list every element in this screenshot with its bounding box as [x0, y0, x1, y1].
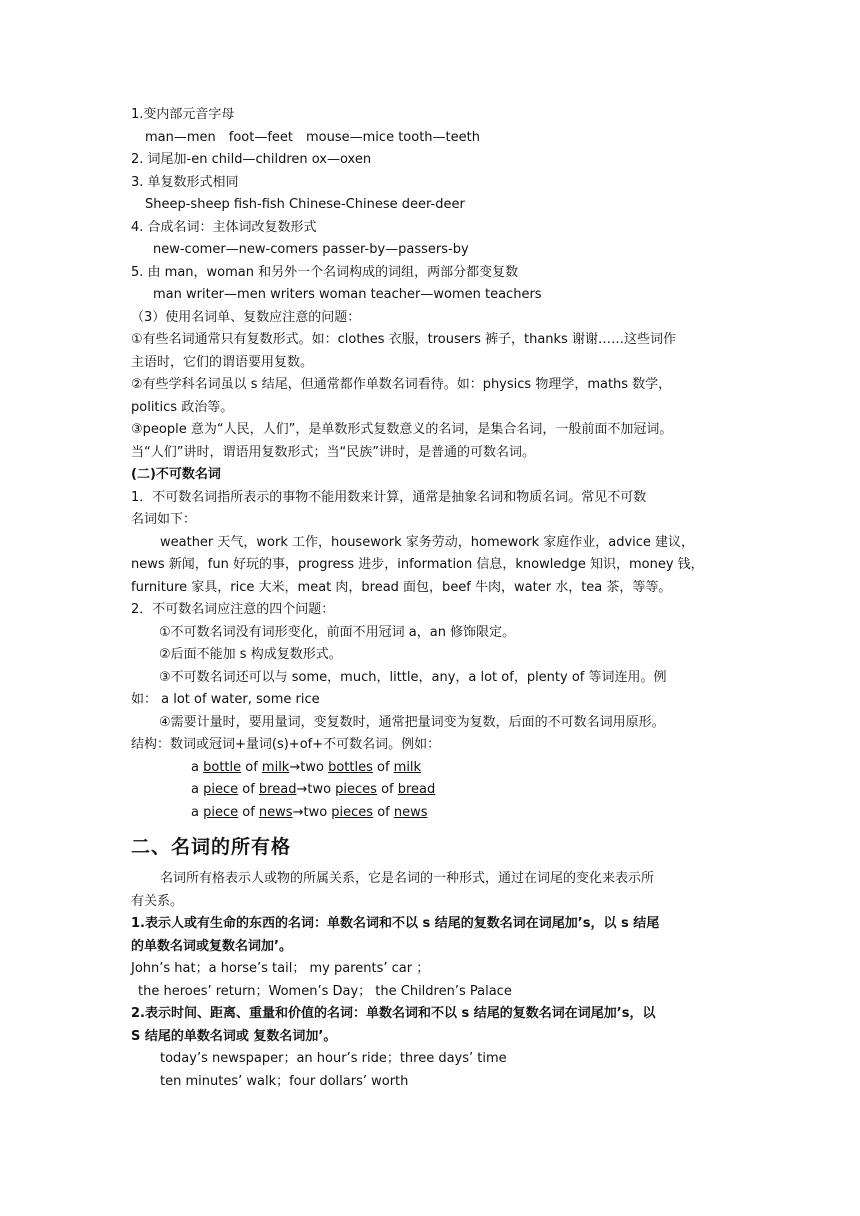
- ex-text: a: [191, 759, 204, 775]
- ex-text: of: [241, 759, 262, 775]
- uncountable-p1-line2: 名词如下：: [131, 512, 197, 527]
- ex-underlined-word: news: [258, 804, 293, 820]
- possessive-rule1-ex1: John’s hat；a horse’s tail； my parents’ car ；: [131, 961, 430, 976]
- possessive-rule1-line2: 的单数名词或复数名词加’。: [131, 938, 292, 954]
- note2-line2: politics 政治等。: [131, 399, 234, 415]
- ex-text: of: [376, 782, 398, 797]
- ex-underlined-word: bottle: [203, 759, 242, 775]
- uncountable-p2: 2．不可数名词应注意的四个问题：: [131, 602, 335, 617]
- rule1-title: 1.变内部元音字母: [131, 107, 235, 122]
- possessive-intro-line1: 名词所有格表示人或物的所属关系，它是名词的一种形式，通过在词尾的变化来表示所: [160, 871, 655, 886]
- example-bottle-milk: [131, 757, 731, 780]
- ex-underlined-word: piece: [203, 804, 239, 820]
- ex-underlined-word: pieces: [331, 804, 374, 820]
- ex-underlined-word: piece: [203, 782, 239, 797]
- ex-text: of: [238, 804, 259, 820]
- ex-arrow-text: →two: [289, 759, 329, 775]
- rule3-examples: Sheep-sheep fish-fish Chinese-Chinese deer-deer: [145, 197, 465, 212]
- ex-underlined-word: bread: [258, 782, 297, 797]
- ex-text: of: [372, 759, 394, 775]
- uncountable-p1-line1: 1．不可数名词指所表示的事物不能用数来计算，通常是抽象名词和物质名词。常见不可数: [131, 489, 647, 505]
- ex-text: of: [238, 782, 259, 797]
- ex-underlined-word: pieces: [335, 782, 377, 797]
- possessive-rule1-ex2: the heroes’ return；Women’s Day； the Children’s Palace: [138, 983, 512, 999]
- rule3-title: 3. 单复数形式相同: [131, 174, 239, 190]
- ex-underlined-word: bread: [397, 782, 436, 797]
- possessive-rule2-line1: 2.表示时间、距离、重量和价值的名词：单数名词和不以 s 结尾的复数名词在词尾加’s，以: [131, 1006, 656, 1021]
- rule4-title: 4. 合成名词：主体词改复数形式: [131, 219, 317, 235]
- note2-line1: ②有些学科名词虽以 s 结尾，但通常都作单数名词看待。如：physics 物理学，maths 数学，: [131, 377, 672, 392]
- ex-underlined-word: milk: [393, 759, 422, 775]
- note3-line2: 当“人们”讲时，谓语用复数形式；当“民族”讲时，是普通的可数名词。: [131, 444, 535, 460]
- uncountable-heading: (二)不可数名词: [131, 467, 221, 482]
- ex-text: a: [191, 782, 204, 797]
- rule1-examples: man—men foot—feet mouse—mice tooth—teeth: [145, 129, 480, 145]
- ex-text: a: [191, 804, 204, 820]
- rule5-examples: man writer—men writers woman teacher—women teachers: [153, 287, 542, 302]
- possessive-rule2-ex2: ten minutes’ walk；four dollars’ worth: [160, 1073, 409, 1089]
- ex-underlined-word: news: [393, 804, 428, 820]
- uncountable-list-line3: furniture 家具，rice 大米，meat 肉，bread 面包，beef 牛肉，water 水，tea 茶，等等。: [131, 579, 672, 595]
- ex-text: of: [373, 804, 394, 820]
- notes-heading: （3）使用名词单、复数应注意的问题：: [131, 309, 361, 325]
- ex-underlined-word: bottles: [328, 759, 373, 775]
- example-piece-news: [131, 802, 731, 825]
- uncountable-q4-line2: 结构：数词或冠词+量词(s)+of+不可数名词。例如：: [131, 737, 441, 752]
- document-body: [131, 104, 731, 1093]
- note1-line1: ①有些名词通常只有复数形式。如：clothes 衣服，trousers 裤子，thanks 谢谢……这些词作: [131, 332, 676, 347]
- rule4-examples: new-comer—new-comers passer-by—passers-by: [153, 242, 469, 257]
- uncountable-q3-line1: ③不可数名词还可以与 some，much，little，any，a lot of，plenty of 等词连用。例: [159, 669, 667, 685]
- ex-underlined-word: milk: [261, 759, 290, 775]
- uncountable-q2: ②后面不能加 s 构成复数形式。: [159, 647, 342, 662]
- rule5-title: 5. 由 man，woman 和另外一个名词构成的词组，两部分都变复数: [131, 264, 519, 280]
- possessive-rule2-ex1: today’s newspaper；an hour’s ride；three days’ time: [160, 1051, 507, 1066]
- uncountable-list-line1: weather 天气，work 工作，housework 家务劳动，homework 家庭作业，advice 建议，: [160, 534, 695, 550]
- possessive-rule1-line1: 1.表示人或有生命的东西的名词：单数名词和不以 s 结尾的复数名词在词尾加’s，以 s 结尾: [131, 916, 660, 931]
- uncountable-q4-line1: ④需要计量时，要用量词，变复数时，通常把量词变为复数，后面的不可数名词用原形。: [159, 714, 665, 730]
- uncountable-list-line2: news 新闻，fun 好玩的事，progress 进步，information 信息，knowledge 知识，money 钱，: [131, 557, 704, 572]
- note1-line2: 主语时，它们的谓语要用复数。: [131, 354, 314, 370]
- possessive-heading: 二、名词的所有格: [131, 836, 292, 858]
- example-piece-bread: [131, 779, 731, 802]
- note3-line1: ③people 意为“人民，人们”，是单数形式复数意义的名词，是集合名词，一般前面不加冠词。: [131, 422, 673, 437]
- ex-arrow-text: →two: [296, 782, 336, 797]
- uncountable-q1: ①不可数名词没有词形变化，前面不用冠词 a，an 修饰限定。: [159, 624, 516, 640]
- uncountable-q3-line2: 如： a lot of water, some rice: [131, 692, 320, 707]
- possessive-intro-line2: 有关系。: [131, 893, 184, 909]
- ex-arrow-text: →two: [292, 804, 332, 820]
- possessive-rule2-line2: S 结尾的单数名词或 复数名词加’。: [131, 1028, 337, 1044]
- rule2-line: 2. 词尾加-en child—children ox—oxen: [131, 152, 372, 167]
